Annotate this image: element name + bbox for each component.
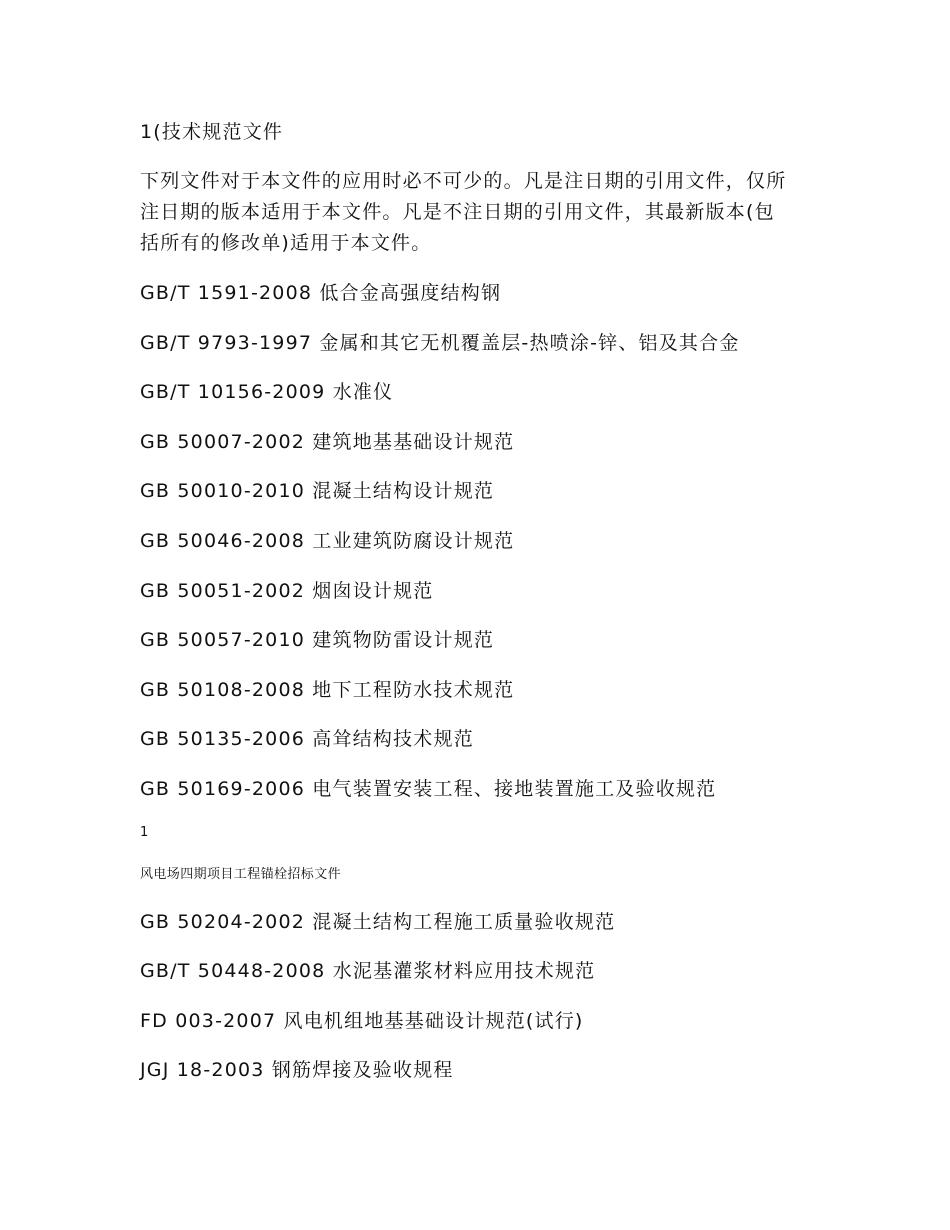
standard-item: GB 50169-2006 电气装置安装工程、接地装置施工及验收规范 bbox=[140, 778, 717, 800]
standard-item: JGJ 18-2003 钢筋焊接及验收规程 bbox=[140, 1059, 454, 1081]
standard-item: GB 50204-2002 混凝土结构工程施工质量验收规范 bbox=[140, 911, 616, 933]
section-heading: 1(技术规范文件 bbox=[140, 121, 284, 143]
standard-item: FD 003-2007 风电机组地基基础设计规范(试行) bbox=[140, 1010, 584, 1032]
intro-line: 括所有的修改单)适用于本文件。 bbox=[140, 232, 432, 254]
standard-item: GB/T 9793-1997 金属和其它无机覆盖层-热喷涂-锌、铝及其合金 bbox=[140, 332, 740, 354]
standard-item: GB 50051-2002 烟囱设计规范 bbox=[140, 580, 434, 602]
standard-item: GB/T 1591-2008 低合金高强度结构钢 bbox=[140, 282, 502, 304]
standard-item: GB 50007-2002 建筑地基基础设计规范 bbox=[140, 431, 515, 453]
running-header: 风电场四期项目工程锚栓招标文件 bbox=[140, 867, 342, 882]
intro-paragraph bbox=[140, 166, 820, 259]
standard-item: GB 50108-2008 地下工程防水技术规范 bbox=[140, 679, 515, 701]
standard-item: GB/T 50448-2008 水泥基灌浆材料应用技术规范 bbox=[140, 960, 596, 982]
standard-item: GB 50010-2010 混凝土结构设计规范 bbox=[140, 480, 495, 502]
standard-item: GB/T 10156-2009 水准仪 bbox=[140, 381, 394, 403]
page-number: 1 bbox=[140, 825, 149, 840]
standard-item: GB 50135-2006 高耸结构技术规范 bbox=[140, 728, 474, 750]
intro-line: 下列文件对于本文件的应用时必不可少的。凡是注日期的引用文件，仅所 bbox=[140, 170, 787, 192]
intro-line: 注日期的版本适用于本文件。凡是不注日期的引用文件，其最新版本(包 bbox=[140, 201, 775, 223]
standard-item: GB 50057-2010 建筑物防雷设计规范 bbox=[140, 629, 495, 651]
standard-item: GB 50046-2008 工业建筑防腐设计规范 bbox=[140, 530, 515, 552]
